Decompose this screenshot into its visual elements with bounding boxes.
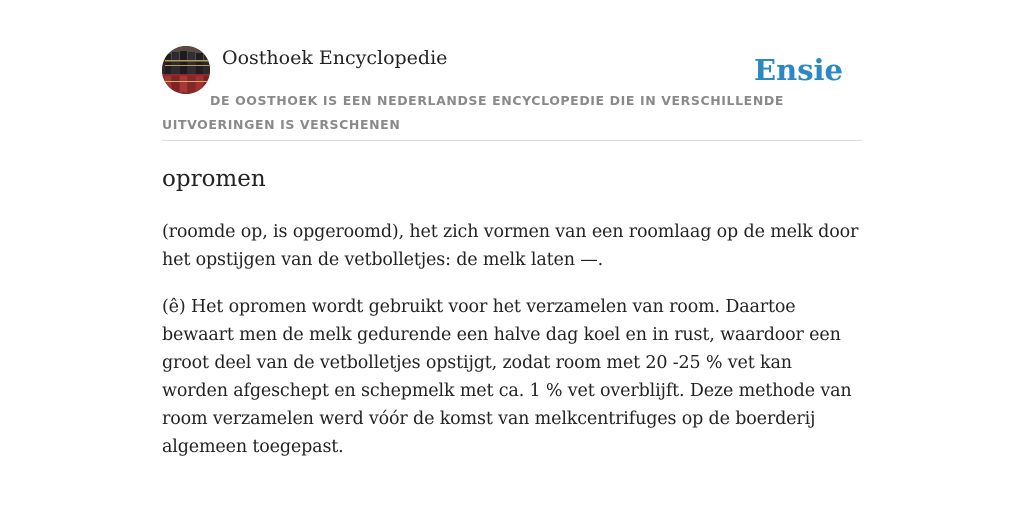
entry-title: opromen bbox=[162, 166, 266, 192]
encyclopedia-books-icon[interactable] bbox=[162, 46, 210, 94]
article-paragraph: (ê) Het opromen wordt gebruikt voor het verzamelen van room. Daartoe bewaart men de melk gedurende een halve dag koel en in rust, waardoor een groot deel van de vetbolletjes opstijgt, zodat room met 20 -25 % vet kan worden afgeschept en schepmelk met ca. 1 % vet overblijft. Deze methode van room verzamelen werd vóór de komst van melkcentrifuges op de boerderij algemeen toegepast. bbox=[162, 297, 852, 457]
brand-logo[interactable]: Ensie bbox=[754, 53, 843, 87]
article-paragraph: (roomde op, is opgeroomd), het zich vormen van een roomlaag op de melk door het opstijgen van de vetbolletjes: de melk laten —. bbox=[162, 222, 859, 270]
article bbox=[162, 160, 862, 480]
site-title[interactable]: Oosthoek Encyclopedie bbox=[222, 47, 448, 69]
site-header bbox=[162, 46, 862, 141]
site-tagline: DE OOSTHOEK IS EEN NEDERLANDSE ENCYCLOPEDIE DIE IN VERSCHILLENDE UITVOERINGEN IS VERSCHENEN bbox=[162, 93, 784, 132]
